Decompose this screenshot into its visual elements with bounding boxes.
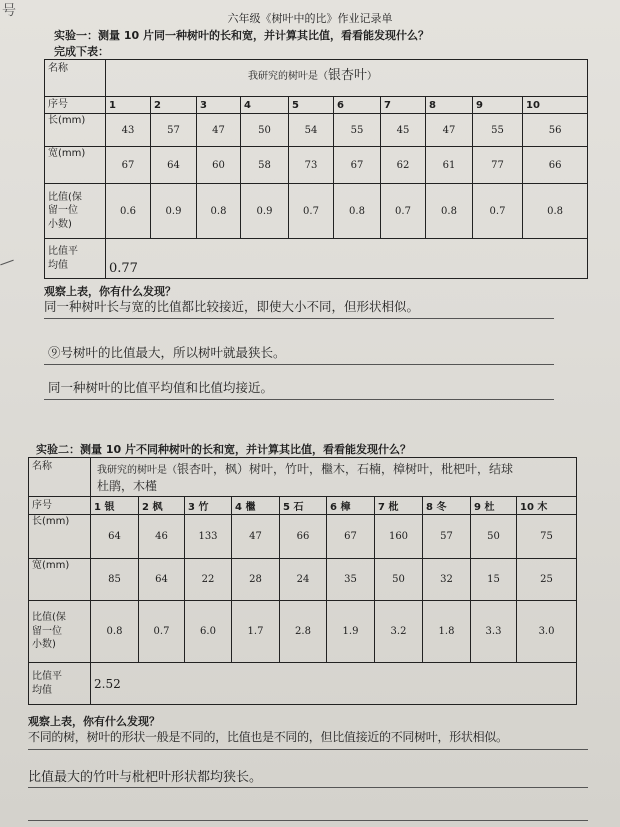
exp1-ratio-label-line2: 留一位 [48, 205, 78, 217]
exp1-width-label: 宽(mm) [45, 147, 106, 184]
exp2-width-5: 24 [280, 559, 327, 601]
exp1-obs-2: ⑨号树叶的比值最大，所以树叶就最狭长。 [48, 345, 286, 360]
exp1-length-8: 47 [426, 114, 473, 147]
exp1-obs-rule-3 [44, 399, 554, 400]
exp2-length-4: 47 [232, 515, 280, 559]
exp1-ratio-3: 0.8 [197, 184, 241, 239]
exp2-width-label: 宽(mm) [29, 559, 91, 601]
exp2-length-9: 50 [471, 515, 517, 559]
exp1-seq-2: 2 [151, 97, 197, 114]
exp2-width-1: 85 [91, 559, 139, 601]
exp1-length-10: 56 [523, 114, 588, 147]
exp1-width-9: 77 [473, 147, 523, 184]
exp2-ratio-label-line3: 小数) [32, 639, 56, 651]
exp1-avg-value: 0.77 [106, 239, 588, 279]
exp1-ratio-7: 0.7 [381, 184, 426, 239]
exp2-seq-6: 6 樟 [327, 497, 375, 515]
exp1-ratio-label [45, 184, 106, 239]
exp2-avg-label [29, 663, 91, 705]
exp2-ratio-3: 6.0 [185, 601, 232, 663]
exp1-name-close: ） [367, 71, 378, 82]
exp1-width-1: 67 [106, 147, 151, 184]
exp2-ratio-label [29, 601, 91, 663]
exp2-seq-2: 2 枫 [139, 497, 185, 515]
exp1-length-5: 54 [289, 114, 334, 147]
exp1-name-cell [106, 60, 588, 97]
exp2-width-6: 35 [327, 559, 375, 601]
exp1-ratio-row [45, 184, 588, 239]
exp1-length-2: 57 [151, 114, 197, 147]
exp1-ratio-1: 0.6 [106, 184, 151, 239]
exp1-length-1: 43 [106, 114, 151, 147]
exp1-seq-5: 5 [289, 97, 334, 114]
exp2-obs-rule-3 [28, 820, 588, 821]
exp1-obs-label: 观察上表，你有什么发现？ [44, 285, 176, 298]
exp2-seq-row [29, 497, 577, 515]
exp1-ratio-8: 0.8 [426, 184, 473, 239]
exp1-avg-row [45, 239, 588, 279]
exp2-obs-rule-1 [28, 749, 588, 750]
exp2-seq-8: 8 冬 [423, 497, 471, 515]
exp2-length-row [29, 515, 577, 559]
exp2-ratio-label-line1: 比值(保 [32, 612, 66, 624]
exp2-name-cell [91, 458, 577, 497]
exp2-ratio-8: 1.8 [423, 601, 471, 663]
exp2-ratio-label-line2: 留一位 [32, 625, 62, 637]
exp2-obs-2: 比值最大的竹叶与枇杷叶形状都均狭长。 [28, 770, 263, 785]
exp2-obs-label: 观察上表，你有什么发现？ [28, 715, 160, 728]
exp2-length-7: 160 [375, 515, 423, 559]
exp1-seq-7: 7 [381, 97, 426, 114]
exp2-avg-label-line1: 比值平 [32, 671, 62, 682]
exp2-width-9: 15 [471, 559, 517, 601]
exp2-avg-row [29, 663, 577, 705]
exp1-width-7: 62 [381, 147, 426, 184]
exp1-avg-label [45, 239, 106, 279]
exp2-length-label: 长(mm) [29, 515, 91, 559]
exp2-ratio-1: 0.8 [91, 601, 139, 663]
exp2-ratio-4: 1.7 [232, 601, 280, 663]
exp2-seq-4: 4 檵 [232, 497, 280, 515]
exp1-length-label: 长(mm) [45, 114, 106, 147]
exp2-seq-3: 3 竹 [185, 497, 232, 515]
exp1-width-10: 66 [523, 147, 588, 184]
exp1-seq-9: 9 [473, 97, 523, 114]
exp1-ratio-2: 0.9 [151, 184, 197, 239]
exp2-ratio-2: 0.7 [139, 601, 185, 663]
exp2-ratio-row [29, 601, 577, 663]
exp2-width-3: 22 [185, 559, 232, 601]
exp2-avg-value: 2.52 [91, 663, 577, 705]
exp1-width-5: 73 [289, 147, 334, 184]
exp1-seq-8: 8 [426, 97, 473, 114]
exp1-width-6: 67 [334, 147, 381, 184]
exp2-length-10: 75 [517, 515, 577, 559]
exp1-width-4: 58 [241, 147, 289, 184]
exp1-width-8: 61 [426, 147, 473, 184]
exp1-length-row [45, 114, 588, 147]
exp2-length-5: 66 [280, 515, 327, 559]
exp2-width-10: 25 [517, 559, 577, 601]
exp1-heading: 实验一：测量 10 片同一种树叶的长和宽，并计算其比值，看看能发现什么？ [54, 29, 429, 42]
exp1-name-text: 我研究的树叶是（ [248, 71, 328, 82]
exp1-ratio-label-line1: 比值(保 [48, 191, 82, 203]
exp1-seq-10: 10 [523, 97, 588, 114]
exp1-seq-6: 6 [334, 97, 381, 114]
exp1-ratio-5: 0.7 [289, 184, 334, 239]
exp2-table [28, 457, 577, 705]
exp2-width-7: 50 [375, 559, 423, 601]
exp1-length-7: 45 [381, 114, 426, 147]
margin-pen-mark [0, 260, 13, 266]
exp1-obs-rule-1 [44, 318, 554, 319]
exp2-ratio-9: 3.3 [471, 601, 517, 663]
exp2-avg-label-line2: 均值 [32, 684, 52, 696]
exp2-width-2: 64 [139, 559, 185, 601]
exp1-instruction: 完成下表： [54, 45, 109, 58]
exp1-obs-rule-2 [44, 364, 554, 365]
exp2-length-8: 57 [423, 515, 471, 559]
exp1-seq-label: 序号 [45, 97, 106, 114]
exp1-length-9: 55 [473, 114, 523, 147]
exp2-seq-1: 1 银 [91, 497, 139, 515]
exp1-ratio-6: 0.8 [334, 184, 381, 239]
exp1-ratio-10: 0.8 [523, 184, 588, 239]
exp2-seq-7: 7 枇 [375, 497, 423, 515]
exp2-ratio-7: 3.2 [375, 601, 423, 663]
exp2-width-8: 32 [423, 559, 471, 601]
exp2-obs-rule-2 [28, 787, 588, 788]
exp1-width-row [45, 147, 588, 184]
exp1-length-4: 50 [241, 114, 289, 147]
exp1-table [44, 59, 588, 279]
exp2-seq-5: 5 石 [280, 497, 327, 515]
exp2-width-4: 28 [232, 559, 280, 601]
exp1-seq-1: 1 [106, 97, 151, 114]
exp2-ratio-5: 2.8 [280, 601, 327, 663]
exp1-seq-3: 3 [197, 97, 241, 114]
exp1-name-label: 名称 [45, 60, 106, 97]
exp1-obs-3: 同一种树叶的比值平均值和比值均接近。 [48, 380, 274, 395]
exp2-width-row [29, 559, 577, 601]
exp1-name-value: 银杏叶 [328, 68, 368, 83]
exp2-seq-label: 序号 [29, 497, 91, 515]
exp2-ratio-6: 1.9 [327, 601, 375, 663]
exp2-length-3: 133 [185, 515, 232, 559]
exp1-ratio-9: 0.7 [473, 184, 523, 239]
exp2-length-1: 64 [91, 515, 139, 559]
exp1-obs-1: 同一种树叶长与宽的比值都比较接近，即使大小不同，但形状相似。 [44, 299, 420, 314]
exp2-length-6: 67 [327, 515, 375, 559]
corner-mark: 号 [2, 3, 16, 19]
exp1-seq-4: 4 [241, 97, 289, 114]
exp2-seq-10: 10 木 [517, 497, 577, 515]
exp1-avg-label-line1: 比值平 [48, 246, 78, 257]
exp2-ratio-10: 3.0 [517, 601, 577, 663]
worksheet-title: 六年级《树叶中的比》作业记录单 [227, 12, 393, 25]
exp2-name-value-line2: 杜鹃，木槿 [97, 478, 158, 493]
exp2-obs-1: 不同的树，树叶的形状一般是不同的，比值也是不同的，但比值接近的不同树叶，形状相似。 [28, 730, 508, 744]
exp1-length-3: 47 [197, 114, 241, 147]
exp1-width-3: 60 [197, 147, 241, 184]
exp2-length-2: 46 [139, 515, 185, 559]
exp1-seq-row [45, 97, 588, 114]
exp2-seq-9: 9 杜 [471, 497, 517, 515]
exp2-heading: 实验二：测量 10 片不同种树叶的长和宽，并计算其比值，看看能发现什么？ [36, 443, 411, 456]
exp2-name-label: 名称 [29, 458, 91, 497]
exp2-name-value: 银杏叶，枫）树叶，竹叶，檵木，石楠，樟树叶，枇杷叶，结球 [177, 462, 514, 476]
exp1-ratio-label-line3: 小数) [48, 218, 72, 230]
exp1-length-6: 55 [334, 114, 381, 147]
exp1-width-2: 64 [151, 147, 197, 184]
exp1-ratio-4: 0.9 [241, 184, 289, 239]
exp1-avg-label-line2: 均值 [48, 259, 68, 271]
exp2-name-text: 我研究的树叶是（ [97, 465, 177, 476]
